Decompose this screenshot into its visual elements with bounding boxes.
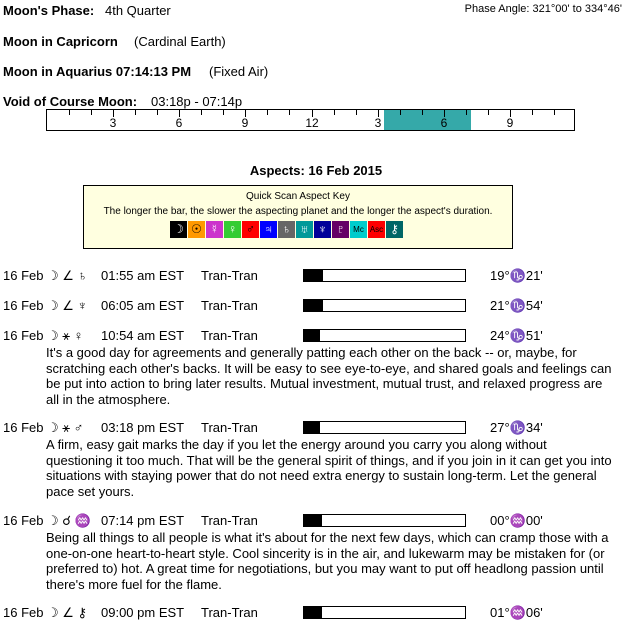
aspect-type: Tran-Tran: [201, 513, 258, 528]
timeline-tick: [157, 110, 158, 115]
planet-glyph-icon: ♃: [260, 221, 277, 238]
aspect-time: 03:18 pm EST: [101, 420, 185, 435]
aspect-duration-bar: [303, 606, 466, 619]
timeline-tick: [334, 110, 335, 115]
aspect-duration-fill: [304, 515, 322, 526]
void-of-course-timeline: [46, 109, 575, 131]
aspects-title: Aspects: 16 Feb 2015: [249, 163, 383, 178]
aspect-description: It's a good day for agreements and generally patting each other on the back -- or, maybe, for scratching each other's backs. It will be easy to see eye-to-eye, and shared goals and feelings can be put into action to bring later results. Mutual investment, mutual trust, and relaxed progress are all in the atmosphere.: [46, 345, 612, 407]
void-of-course-value: 03:18p - 07:14p: [151, 94, 243, 109]
timeline-hour-label: 9: [241, 116, 249, 130]
phase-angle: Phase Angle: 321°00' to 334°46': [464, 3, 622, 15]
aspect-date: 16 Feb: [3, 268, 44, 283]
moon-sign-1-element: (Cardinal Earth): [134, 34, 226, 49]
timeline-hour-label: 12: [305, 116, 319, 130]
timeline-hour-label: 9: [506, 116, 514, 130]
timeline-tick: [488, 110, 489, 115]
planet-glyph-icon: ♀: [224, 221, 241, 238]
timeline-tick: [422, 110, 423, 115]
void-of-course-label: Void of Course Moon:: [3, 94, 138, 109]
aspect-duration-fill: [304, 330, 320, 341]
aspect-date: 16 Feb: [3, 605, 44, 620]
aspect-symbols: ☽ ⚹ ♂: [47, 420, 84, 435]
aspect-description: Being all things to all people is what it's about for the next few days, which can cramp those with a one-on-one heart-to-heart style. Cool sincerity is in the air, and lukewarm may be mistaken for (or preferred to) hot. A great time for negotiations, but you may want to put off headlong passion until there's more fuel for the flame.: [46, 530, 609, 592]
aspect-type: Tran-Tran: [201, 420, 258, 435]
moon-sign-2-element: (Fixed Air): [209, 64, 269, 79]
timeline-tick: [532, 110, 533, 115]
timeline-tick: [201, 110, 202, 115]
key-subtitle: The longer the bar, the slower the aspecting planet and the longer the aspect's duration.: [103, 206, 493, 217]
aspect-date: 16 Feb: [3, 420, 44, 435]
planet-glyph-icon: ⚷: [386, 221, 403, 238]
aspect-type: Tran-Tran: [201, 328, 258, 343]
planet-glyph-icon: ♇: [332, 221, 349, 238]
timeline-hour-label: 6: [440, 116, 448, 130]
planet-glyph-icon: ♂: [242, 221, 259, 238]
planet-glyph-icon: ♆: [314, 221, 331, 238]
aspect-time: 06:05 am EST: [101, 298, 185, 313]
aspect-time: 01:55 am EST: [101, 268, 185, 283]
timeline-tick: [69, 110, 70, 115]
planet-glyph-icon: ☿: [206, 221, 223, 238]
quick-scan-aspect-key: [83, 185, 513, 249]
aspect-date: 16 Feb: [3, 298, 44, 313]
timeline-tick: [267, 110, 268, 115]
aspect-description: A firm, easy gait marks the day if you let the energy around you carry you along without questioning it too much. That will be the general spirit of things, and if you join in it can get you into situations with staying power that do not need extra energy to sustain long-term. Let the general pace set yours.: [46, 437, 612, 499]
aspect-duration-bar: [303, 269, 466, 282]
aspect-symbols: ☽ ⚹ ♀: [47, 328, 84, 343]
timeline-tick: [466, 110, 467, 115]
key-title: Quick Scan Aspect Key: [246, 191, 350, 202]
planet-glyph-icon: Mc: [350, 221, 367, 238]
aspect-symbols: ☽ ∠ ♄: [47, 268, 88, 283]
aspect-duration-bar: [303, 299, 466, 312]
moon-sign-2: Moon in Aquarius 07:14:13 PM: [3, 64, 192, 79]
planet-glyph-icon: Asc: [368, 221, 385, 238]
timeline-tick: [289, 110, 290, 115]
aspect-duration-bar: [303, 421, 466, 434]
aspect-duration-fill: [304, 607, 322, 618]
timeline-tick: [91, 110, 92, 115]
aspect-duration-bar: [303, 329, 466, 342]
aspect-duration-fill: [304, 300, 323, 311]
aspect-type: Tran-Tran: [201, 298, 258, 313]
timeline-hour-label: 3: [374, 116, 382, 130]
aspect-symbols: ☽ ☌ ♒: [47, 513, 91, 528]
moon-sign-1: Moon in Capricorn: [3, 34, 118, 49]
moon-phase-value: 4th Quarter: [105, 3, 171, 18]
timeline-hour-label: 6: [175, 116, 183, 130]
aspect-type: Tran-Tran: [201, 268, 258, 283]
planet-glyph-icon: ☽: [170, 221, 187, 238]
timeline-tick: [135, 110, 136, 115]
timeline-tick: [223, 110, 224, 115]
planet-glyph-row: [170, 221, 404, 238]
timeline-tick: [554, 110, 555, 115]
timeline-hour-label: 3: [109, 116, 117, 130]
aspect-position: 27°♑34': [490, 420, 543, 435]
aspect-duration-fill: [304, 422, 320, 433]
aspect-type: Tran-Tran: [201, 605, 258, 620]
aspect-symbols: ☽ ∠ ⚷: [47, 605, 88, 620]
aspect-position: 21°♑54': [490, 298, 543, 313]
planet-glyph-icon: ☉: [188, 221, 205, 238]
aspect-position: 24°♑51': [490, 328, 543, 343]
timeline-tick: [356, 110, 357, 115]
aspect-time: 10:54 am EST: [101, 328, 185, 343]
aspect-date: 16 Feb: [3, 328, 44, 343]
timeline-tick: [400, 110, 401, 115]
aspect-position: 01°♒06': [490, 605, 543, 620]
aspect-position: 00°♒00': [490, 513, 543, 528]
aspect-time: 07:14 pm EST: [101, 513, 185, 528]
aspect-symbols: ☽ ∠ ♆: [47, 298, 88, 313]
moon-phase-label: Moon's Phase:: [3, 3, 95, 18]
aspect-time: 09:00 pm EST: [101, 605, 185, 620]
aspect-position: 19°♑21': [490, 268, 543, 283]
aspect-duration-fill: [304, 270, 323, 281]
planet-glyph-icon: ♅: [296, 221, 313, 238]
planet-glyph-icon: ♄: [278, 221, 295, 238]
void-of-course-fill: [384, 110, 471, 130]
aspect-date: 16 Feb: [3, 513, 44, 528]
aspect-duration-bar: [303, 514, 466, 527]
